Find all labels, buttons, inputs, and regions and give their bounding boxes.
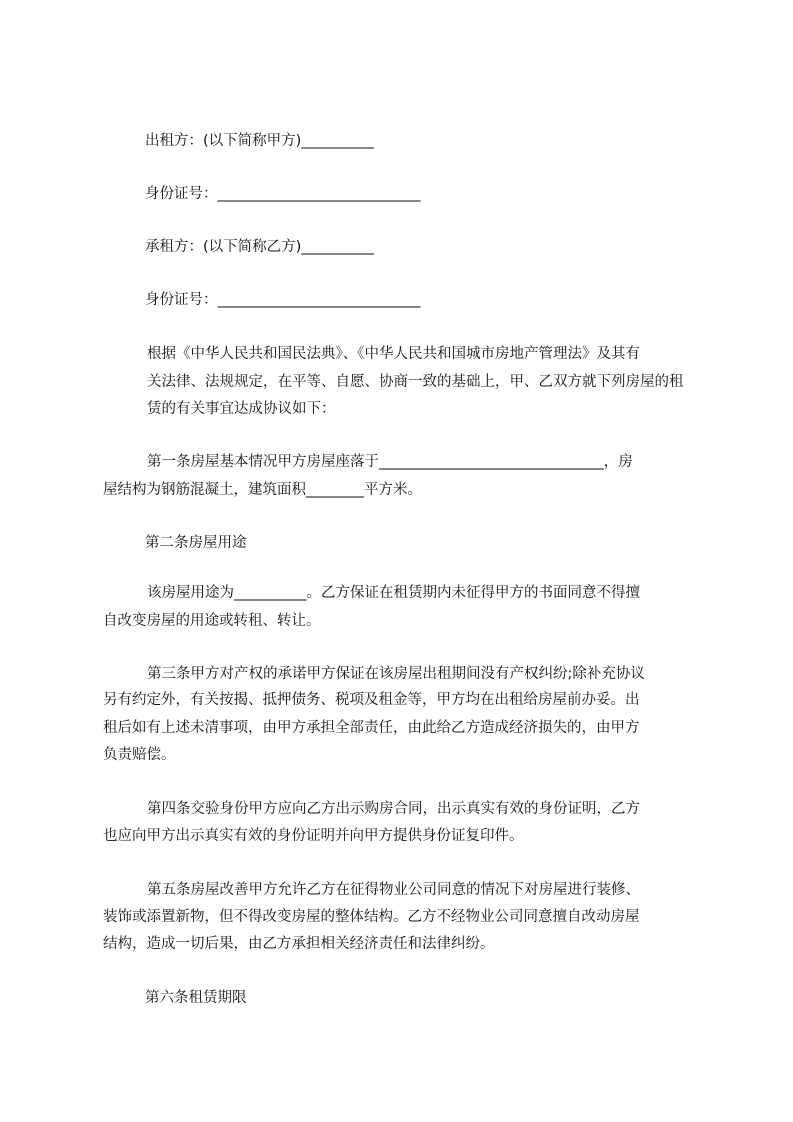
- article-6-title: 第六条租赁期限: [145, 990, 247, 1006]
- article-2-title: 第二条房屋用途: [145, 535, 247, 551]
- lessor-id-line: 身份证号：____________________________: [145, 186, 421, 202]
- article-2-line-2: 自改变房屋的用途或转租、转让。: [103, 613, 321, 629]
- article-4-line-1: 第四条交验身份甲方应向乙方出示购房合同，出示真实有效的身份证明，乙方: [147, 801, 640, 817]
- article-2-line-1: 该房屋用途为__________。乙方保证在租赁期内未征得甲方的书面同意不得擅: [147, 585, 640, 601]
- article-3-line-4: 负责赔偿。: [103, 747, 176, 763]
- lessee-id-line: 身份证号：____________________________: [145, 292, 421, 308]
- intro-line-2: 关法律、法规规定，在平等、自愿、协商一致的基础上，甲、乙双方就下列房屋的租: [147, 374, 684, 390]
- article-1-line-1: 第一条房屋基本情况甲方房屋座落于_______________________________，房: [147, 454, 633, 470]
- lessee-line: 承租方：(以下简称乙方)__________: [145, 239, 374, 255]
- article-5-line-1: 第五条房屋改善甲方允许乙方在征得物业公司同意的情况下对房屋进行装修、: [147, 882, 640, 898]
- intro-line-3: 赁的有关事宜达成协议如下：: [147, 401, 336, 417]
- article-1-line-2: 屋结构为钢筋混凝土，建筑面积________平方米。: [103, 482, 422, 498]
- intro-line-1: 根据《中华人民共和国民法典》、《中华人民共和国城市房地产管理法》及其有: [147, 346, 640, 362]
- lessor-line: 出租方：(以下简称甲方)__________: [145, 133, 374, 149]
- article-3-line-3: 租后如有上述未清事项，由甲方承担全部责任，由此给乙方造成经济损失的，由甲方: [103, 720, 640, 736]
- article-5-line-2: 装饰或添置新物，但不得改变房屋的整体结构。乙方不经物业公司同意擅自改动房屋: [103, 909, 640, 925]
- article-3-line-1: 第三条甲方对产权的承诺甲方保证在该房屋出租期间没有产权纠纷;除补充协议: [147, 666, 645, 682]
- article-4-line-2: 也应向甲方出示真实有效的身份证明并向甲方提供身份证复印件。: [103, 828, 524, 844]
- article-5-line-3: 结构，造成一切后果，由乙方承担相关经济责任和法律纠纷。: [103, 936, 495, 952]
- article-3-line-2: 另有约定外，有关按揭、抵押债务、税项及租金等，甲方均在出租给房屋前办妥。出: [103, 692, 640, 708]
